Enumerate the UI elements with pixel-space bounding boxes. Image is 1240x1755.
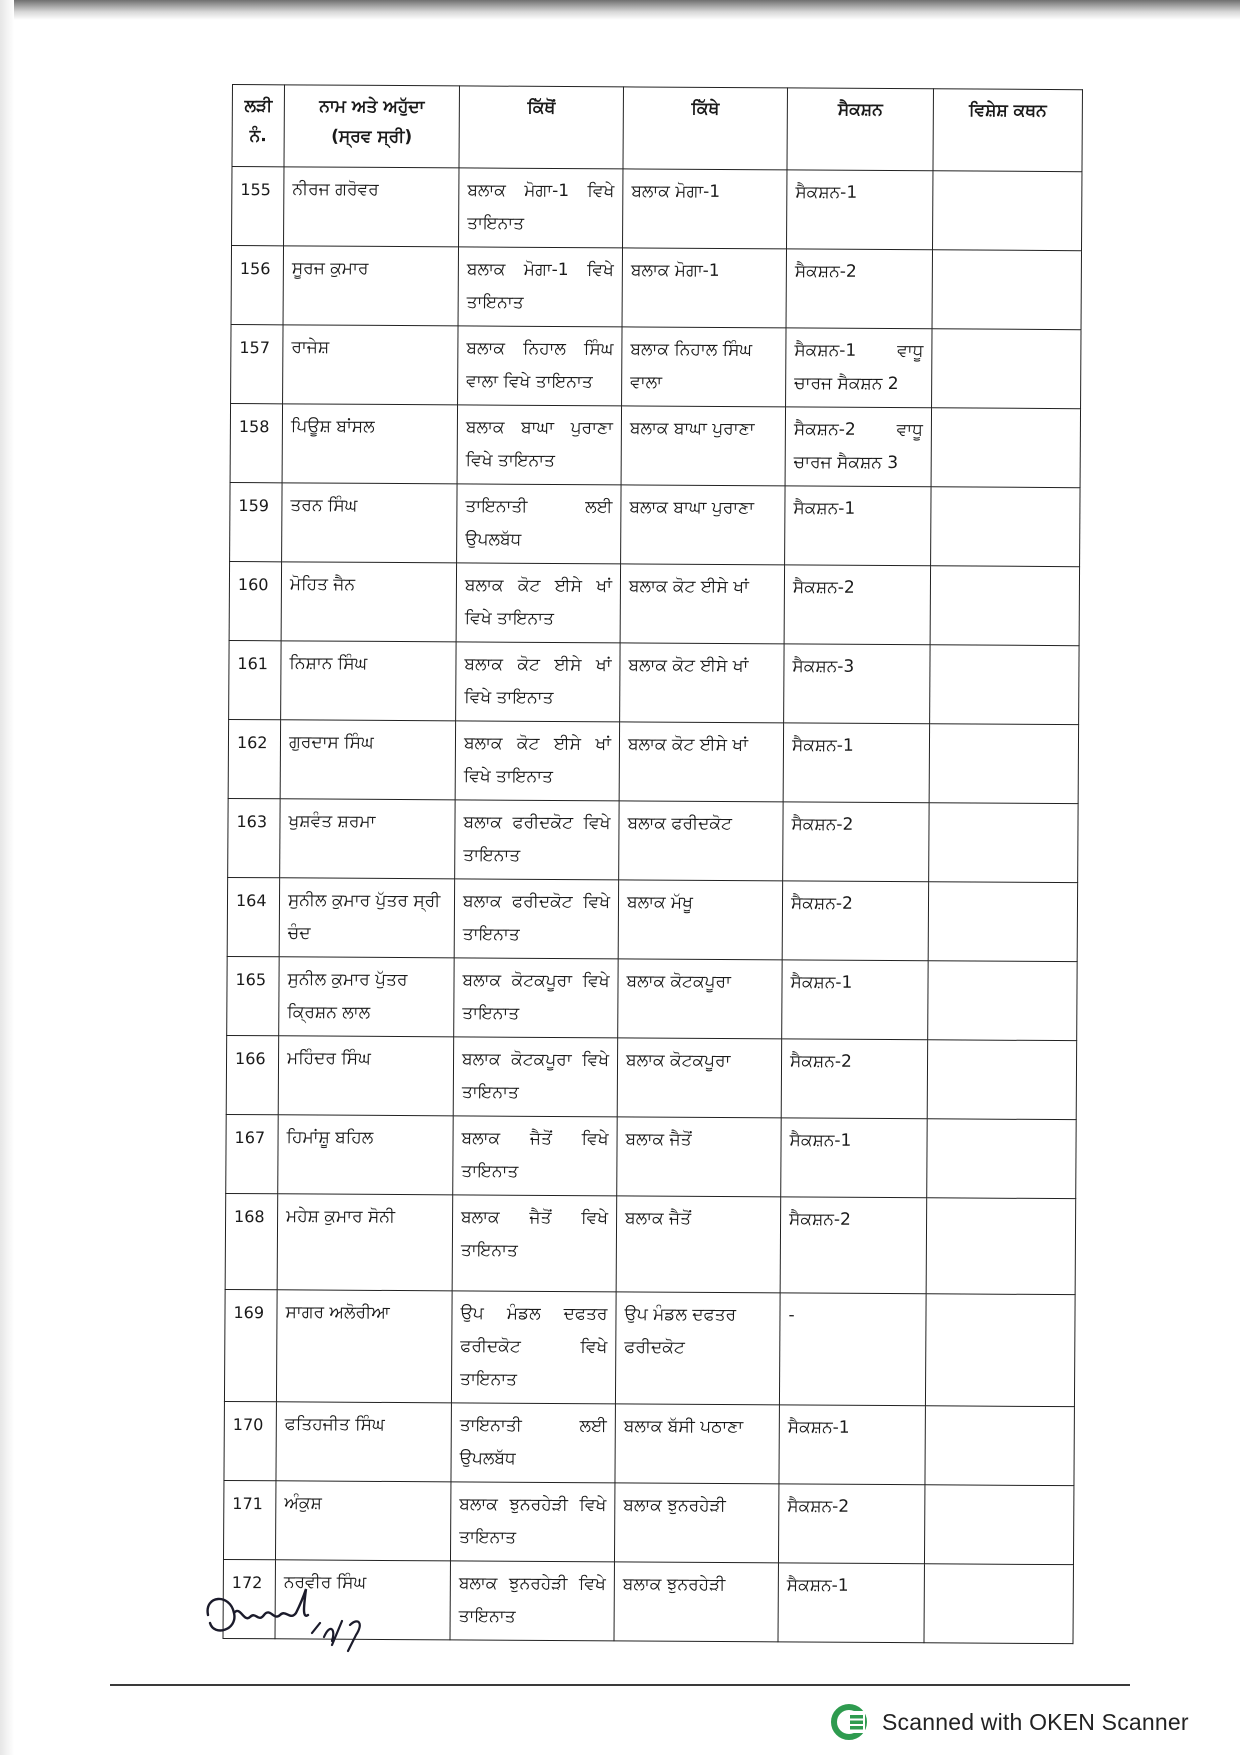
table-row bbox=[229, 640, 1079, 724]
cell-remarks bbox=[930, 566, 1079, 646]
cell-sr-no: 167 bbox=[226, 1114, 278, 1193]
cell-section: ਸੈਕਸ਼ਨ-1 bbox=[783, 723, 929, 803]
table-row bbox=[227, 956, 1077, 1040]
cell-from: ਬਲਾਕ ਝੁਨਰਹੇੜੀ ਵਿਖੇ ਤਾਇਨਾਤ bbox=[450, 1561, 614, 1641]
cell-remarks bbox=[924, 1485, 1073, 1565]
cell-remarks bbox=[931, 487, 1080, 567]
table-header-row bbox=[232, 85, 1082, 172]
cell-sr-no: 168 bbox=[225, 1193, 278, 1289]
cell-from: ਬਲਾਕ ਝੁਨਰਹੇੜੀ ਵਿਖੇ ਤਾਇਨਾਤ bbox=[450, 1482, 614, 1562]
cell-section: ਸੈਕਸ਼ਨ-2 ਵਾਧੂ ਚਾਰਜ ਸੈਕਸ਼ਨ 3 bbox=[785, 407, 931, 487]
cell-to: ਬਲਾਕ ਝੁਨਰਹੇੜੀ bbox=[614, 1562, 778, 1642]
cell-from: ਬਲਾਕ ਕੋਟਕਪੂਰਾ ਵਿਖੇ ਤਾਇਨਾਤ bbox=[453, 1037, 617, 1117]
cell-sr-no: 164 bbox=[227, 877, 279, 956]
table-row bbox=[230, 403, 1080, 487]
cell-to: ਬਲਾਕ ਜੈਤੋਂ bbox=[617, 1117, 781, 1197]
cell-section: ਸੈਕਸ਼ਨ-3 bbox=[784, 644, 930, 724]
cell-remarks bbox=[932, 250, 1081, 330]
cell-section: - bbox=[779, 1293, 926, 1406]
cell-to: ਬਲਾਕ ਕੋਟ ਈਸੇ ਖਾਂ bbox=[620, 564, 784, 644]
cell-remarks bbox=[929, 724, 1078, 804]
cell-from: ਤਾਇਨਾਤੀ ਲਈ ਉਪਲਬੱਧ bbox=[451, 1403, 615, 1483]
table-row bbox=[224, 1401, 1074, 1485]
cell-section: ਸੈਕਸ਼ਨ-1 bbox=[781, 1118, 927, 1198]
cell-name: ਮਹੇਸ਼ ਕੁਮਾਰ ਸੋਨੀ bbox=[277, 1194, 453, 1291]
header-name-label: ਨਾਮ ਅਤੇ ਅਹੁੱਦਾ bbox=[319, 96, 425, 118]
table-row bbox=[226, 1114, 1076, 1198]
cell-from: ਬਲਾਕ ਜੈਤੋਂ ਵਿਖੇ ਤਾਇਨਾਤ bbox=[453, 1116, 617, 1196]
header-remarks: ਵਿਸ਼ੇਸ਼ ਕਥਨ bbox=[933, 89, 1082, 172]
cell-sr-no: 161 bbox=[229, 640, 281, 719]
cell-name: ਫਤਿਹਜੀਤ ਸਿੰਘ bbox=[276, 1402, 451, 1482]
cell-sr-no: 165 bbox=[227, 956, 279, 1035]
cell-to: ਬਲਾਕ ਬਾਘਾ ਪੁਰਾਣਾ bbox=[621, 485, 785, 565]
header-to: ਕਿੱਥੇ bbox=[623, 87, 787, 170]
cell-to: ਬਲਾਕ ਜੈਤੋਂ bbox=[616, 1196, 781, 1293]
cell-section: ਸੈਕਸ਼ਨ-1 bbox=[785, 486, 931, 566]
cell-name: ਨਿਸ਼ਾਨ ਸਿੰਘ bbox=[281, 641, 456, 721]
table-row bbox=[223, 1480, 1073, 1564]
cell-sr-no: 159 bbox=[230, 482, 282, 561]
table-row bbox=[228, 719, 1078, 803]
scanner-watermark bbox=[830, 1704, 1189, 1740]
scanner-label: Scanned with OKEN Scanner bbox=[882, 1708, 1189, 1735]
cell-to: ਬਲਾਕ ਮੋਗਾ-1 bbox=[622, 248, 786, 328]
cell-section: ਸੈਕਸ਼ਨ-1 bbox=[779, 1405, 925, 1485]
cell-name: ਸੁਨੀਲ ਕੁਮਾਰ ਪੁੱਤਰ ਕ੍ਰਿਸ਼ਨ ਲਾਲ bbox=[279, 957, 454, 1037]
cell-to: ਬਲਾਕ ਕੋਟ ਈਸੇ ਖਾਂ bbox=[620, 643, 784, 723]
cell-remarks bbox=[931, 408, 1080, 488]
cell-sr-no: 166 bbox=[226, 1035, 278, 1114]
cell-remarks bbox=[928, 882, 1077, 962]
cell-remarks bbox=[932, 329, 1081, 409]
cell-from: ਬਲਾਕ ਫਰੀਦਕੋਟ ਵਿਖੇ ਤਾਇਨਾਤ bbox=[454, 879, 618, 959]
cell-to: ਬਲਾਕ ਫਰੀਦਕੋਟ bbox=[619, 801, 783, 881]
cell-remarks bbox=[928, 961, 1077, 1041]
cell-name: ਮਹਿੰਦਰ ਸਿੰਘ bbox=[278, 1036, 453, 1116]
cell-from: ਬਲਾਕ ਨਿਹਾਲ ਸਿੰਘ ਵਾਲਾ ਵਿਖੇ ਤਾਇਨਾਤ bbox=[458, 326, 622, 406]
cell-section: ਸੈਕਸ਼ਨ-2 bbox=[778, 1484, 924, 1564]
header-section: ਸੈਕਸ਼ਨ bbox=[787, 88, 933, 171]
cell-to: ਉਪ ਮੰਡਲ ਦਫਤਰ ਫਰੀਦਕੋਟ bbox=[615, 1292, 780, 1405]
cell-section: ਸੈਕਸ਼ਨ-1 bbox=[787, 170, 933, 250]
cell-section: ਸੈਕਸ਼ਨ-1 bbox=[782, 960, 928, 1040]
cell-to: ਬਲਾਕ ਕੋਟਕਪੂਰਾ bbox=[618, 959, 782, 1039]
cell-remarks bbox=[929, 803, 1078, 883]
cell-to: ਬਲਾਕ ਬਾਘਾ ਪੁਰਾਣਾ bbox=[621, 406, 785, 486]
cell-section: ਸੈਕਸ਼ਨ-2 bbox=[780, 1197, 927, 1294]
cell-sr-no: 163 bbox=[228, 798, 280, 877]
cell-remarks bbox=[927, 1040, 1076, 1120]
cell-remarks bbox=[926, 1198, 1076, 1295]
cell-from: ਉਪ ਮੰਡਲ ਦਫਤਰ ਫਰੀਦਕੋਟ ਵਿਖੇ ਤਾਇਨਾਤ bbox=[451, 1291, 616, 1404]
cell-sr-no: 157 bbox=[231, 324, 283, 403]
cell-sr-no: 171 bbox=[223, 1480, 275, 1559]
cell-name: ਗੁਰਦਾਸ ਸਿੰਘ bbox=[280, 720, 455, 800]
table-row bbox=[226, 1035, 1076, 1119]
table-row bbox=[225, 1193, 1076, 1294]
cell-name: ਖੁਸ਼ਵੰਤ ਸ਼ਰਮਾ bbox=[280, 799, 455, 879]
cell-section: ਸੈਕਸ਼ਨ-2 bbox=[782, 881, 928, 961]
header-name-sub: (ਸ੍ਰਵ ਸ੍ਰੀ) bbox=[331, 126, 413, 148]
cell-from: ਬਲਾਕ ਬਾਘਾ ਪੁਰਾਣਾ ਵਿਖੇ ਤਾਇਨਾਤ bbox=[457, 405, 621, 485]
table-row bbox=[224, 1289, 1075, 1406]
cell-from: ਬਲਾਕ ਮੋਗਾ-1 ਵਿਖੇ ਤਾਇਨਾਤ bbox=[458, 247, 622, 327]
page-bottom-rule bbox=[110, 1684, 1130, 1686]
cell-sr-no: 155 bbox=[232, 167, 284, 246]
table-row bbox=[231, 246, 1081, 330]
cell-section: ਸੈਕਸ਼ਨ-2 bbox=[786, 249, 932, 329]
cell-from: ਬਲਾਕ ਕੋਟ ਈਸੇ ਖਾਂ ਵਿਖੇ ਤਾਇਨਾਤ bbox=[456, 642, 620, 722]
cell-section: ਸੈਕਸ਼ਨ-2 bbox=[783, 802, 929, 882]
cell-remarks bbox=[933, 171, 1082, 251]
cell-name: ਸੂਰਜ ਕੁਮਾਰ bbox=[283, 246, 458, 326]
cell-remarks bbox=[927, 1119, 1076, 1199]
cell-sr-no: 169 bbox=[224, 1289, 277, 1401]
cell-name: ਨਰਵੀਰ ਸਿੰਘ bbox=[275, 1560, 450, 1640]
cell-from: ਬਲਾਕ ਕੋਟ ਈਸੇ ਖਾਂ ਵਿਖੇ ਤਾਇਨਾਤ bbox=[456, 563, 620, 643]
cell-sr-no: 170 bbox=[224, 1401, 276, 1480]
cell-section: ਸੈਕਸ਼ਨ-2 bbox=[784, 565, 930, 645]
transfer-table bbox=[223, 84, 1083, 1644]
cell-from: ਬਲਾਕ ਮੋਗਾ-1 ਵਿਖੇ ਤਾਇਨਾਤ bbox=[459, 168, 623, 248]
cell-sr-no: 172 bbox=[223, 1559, 275, 1638]
cell-name: ਸਾਗਰ ਅਲੋਰੀਆ bbox=[276, 1290, 452, 1403]
cell-section: ਸੈਕਸ਼ਨ-2 bbox=[781, 1039, 927, 1119]
cell-section: ਸੈਕਸ਼ਨ-1 ਵਾਧੂ ਚਾਰਜ ਸੈਕਸ਼ਨ 2 bbox=[786, 328, 932, 408]
cell-sr-no: 160 bbox=[229, 561, 281, 640]
cell-name: ਮੋਹਿਤ ਜੈਨ bbox=[281, 562, 456, 642]
cell-name: ਨੀਰਜ ਗਰੋਵਰ bbox=[284, 167, 459, 247]
cell-remarks bbox=[925, 1406, 1074, 1486]
cell-to: ਬਲਾਕ ਮੱਖੂ bbox=[618, 880, 782, 960]
table-row bbox=[230, 482, 1080, 566]
header-from: ਕਿੱਥੋਂ bbox=[459, 86, 623, 169]
table-row bbox=[232, 167, 1082, 251]
cell-name: ਸੁਨੀਲ ਕੁਮਾਰ ਪੁੱਤਰ ਸ੍ਰੀ ਚੰਦ bbox=[279, 878, 454, 958]
cell-from: ਬਲਾਕ ਫਰੀਦਕੋਟ ਵਿਖੇ ਤਾਇਨਾਤ bbox=[455, 800, 619, 880]
cell-section: ਸੈਕਸ਼ਨ-1 bbox=[778, 1563, 924, 1643]
table-row bbox=[231, 324, 1081, 408]
handwritten-signature bbox=[200, 1575, 390, 1665]
header-sr-no: ਲੜੀ ਨੰ. bbox=[232, 85, 284, 167]
cell-from: ਤਾਇਨਾਤੀ ਲਈ ਉਪਲਬੱਧ bbox=[457, 484, 621, 564]
cell-to: ਬਲਾਕ ਝੁਨਰਹੇੜੀ bbox=[614, 1483, 778, 1563]
oken-scanner-logo-icon bbox=[830, 1703, 868, 1741]
cell-remarks bbox=[930, 645, 1079, 725]
cell-sr-no: 162 bbox=[228, 719, 280, 798]
cell-to: ਬਲਾਕ ਮੋਗਾ-1 bbox=[623, 169, 787, 249]
cell-remarks bbox=[925, 1294, 1075, 1407]
table-row bbox=[228, 798, 1078, 882]
cell-sr-no: 156 bbox=[231, 246, 283, 325]
scan-left-fold bbox=[0, 0, 14, 1755]
cell-remarks bbox=[924, 1564, 1073, 1644]
cell-sr-no: 158 bbox=[230, 403, 282, 482]
cell-name: ਰਾਜੇਸ਼ bbox=[283, 325, 458, 405]
table-row bbox=[229, 561, 1079, 645]
cell-to: ਬਲਾਕ ਨਿਹਾਲ ਸਿੰਘ ਵਾਲਾ bbox=[622, 327, 786, 407]
cell-to: ਬਲਾਕ ਬੱਸੀ ਪਠਾਣਾ bbox=[615, 1404, 779, 1484]
cell-from: ਬਲਾਕ ਕੋਟ ਈਸੇ ਖਾਂ ਵਿਖੇ ਤਾਇਨਾਤ bbox=[455, 721, 619, 801]
cell-name: ਹਿਮਾਂਸ਼ੂ ਬਹਿਲ bbox=[278, 1115, 453, 1195]
cell-name: ਤਰਨ ਸਿੰਘ bbox=[282, 483, 457, 563]
table-row bbox=[227, 877, 1077, 961]
cell-from: ਬਲਾਕ ਜੈਤੋਂ ਵਿਖੇ ਤਾਇਨਾਤ bbox=[452, 1195, 617, 1292]
cell-to: ਬਲਾਕ ਕੋਟਕਪੂਰਾ bbox=[617, 1038, 781, 1118]
cell-name: ਅੰਕੁਸ਼ bbox=[275, 1481, 450, 1561]
cell-name: ਪਿਊਸ਼ ਬਾਂਸਲ bbox=[282, 404, 457, 484]
cell-from: ਬਲਾਕ ਕੋਟਕਪੂਰਾ ਵਿਖੇ ਤਾਇਨਾਤ bbox=[454, 958, 618, 1038]
scan-top-shadow bbox=[0, 0, 1240, 20]
cell-to: ਬਲਾਕ ਕੋਟ ਈਸੇ ਖਾਂ bbox=[619, 722, 783, 802]
header-name bbox=[284, 85, 459, 168]
